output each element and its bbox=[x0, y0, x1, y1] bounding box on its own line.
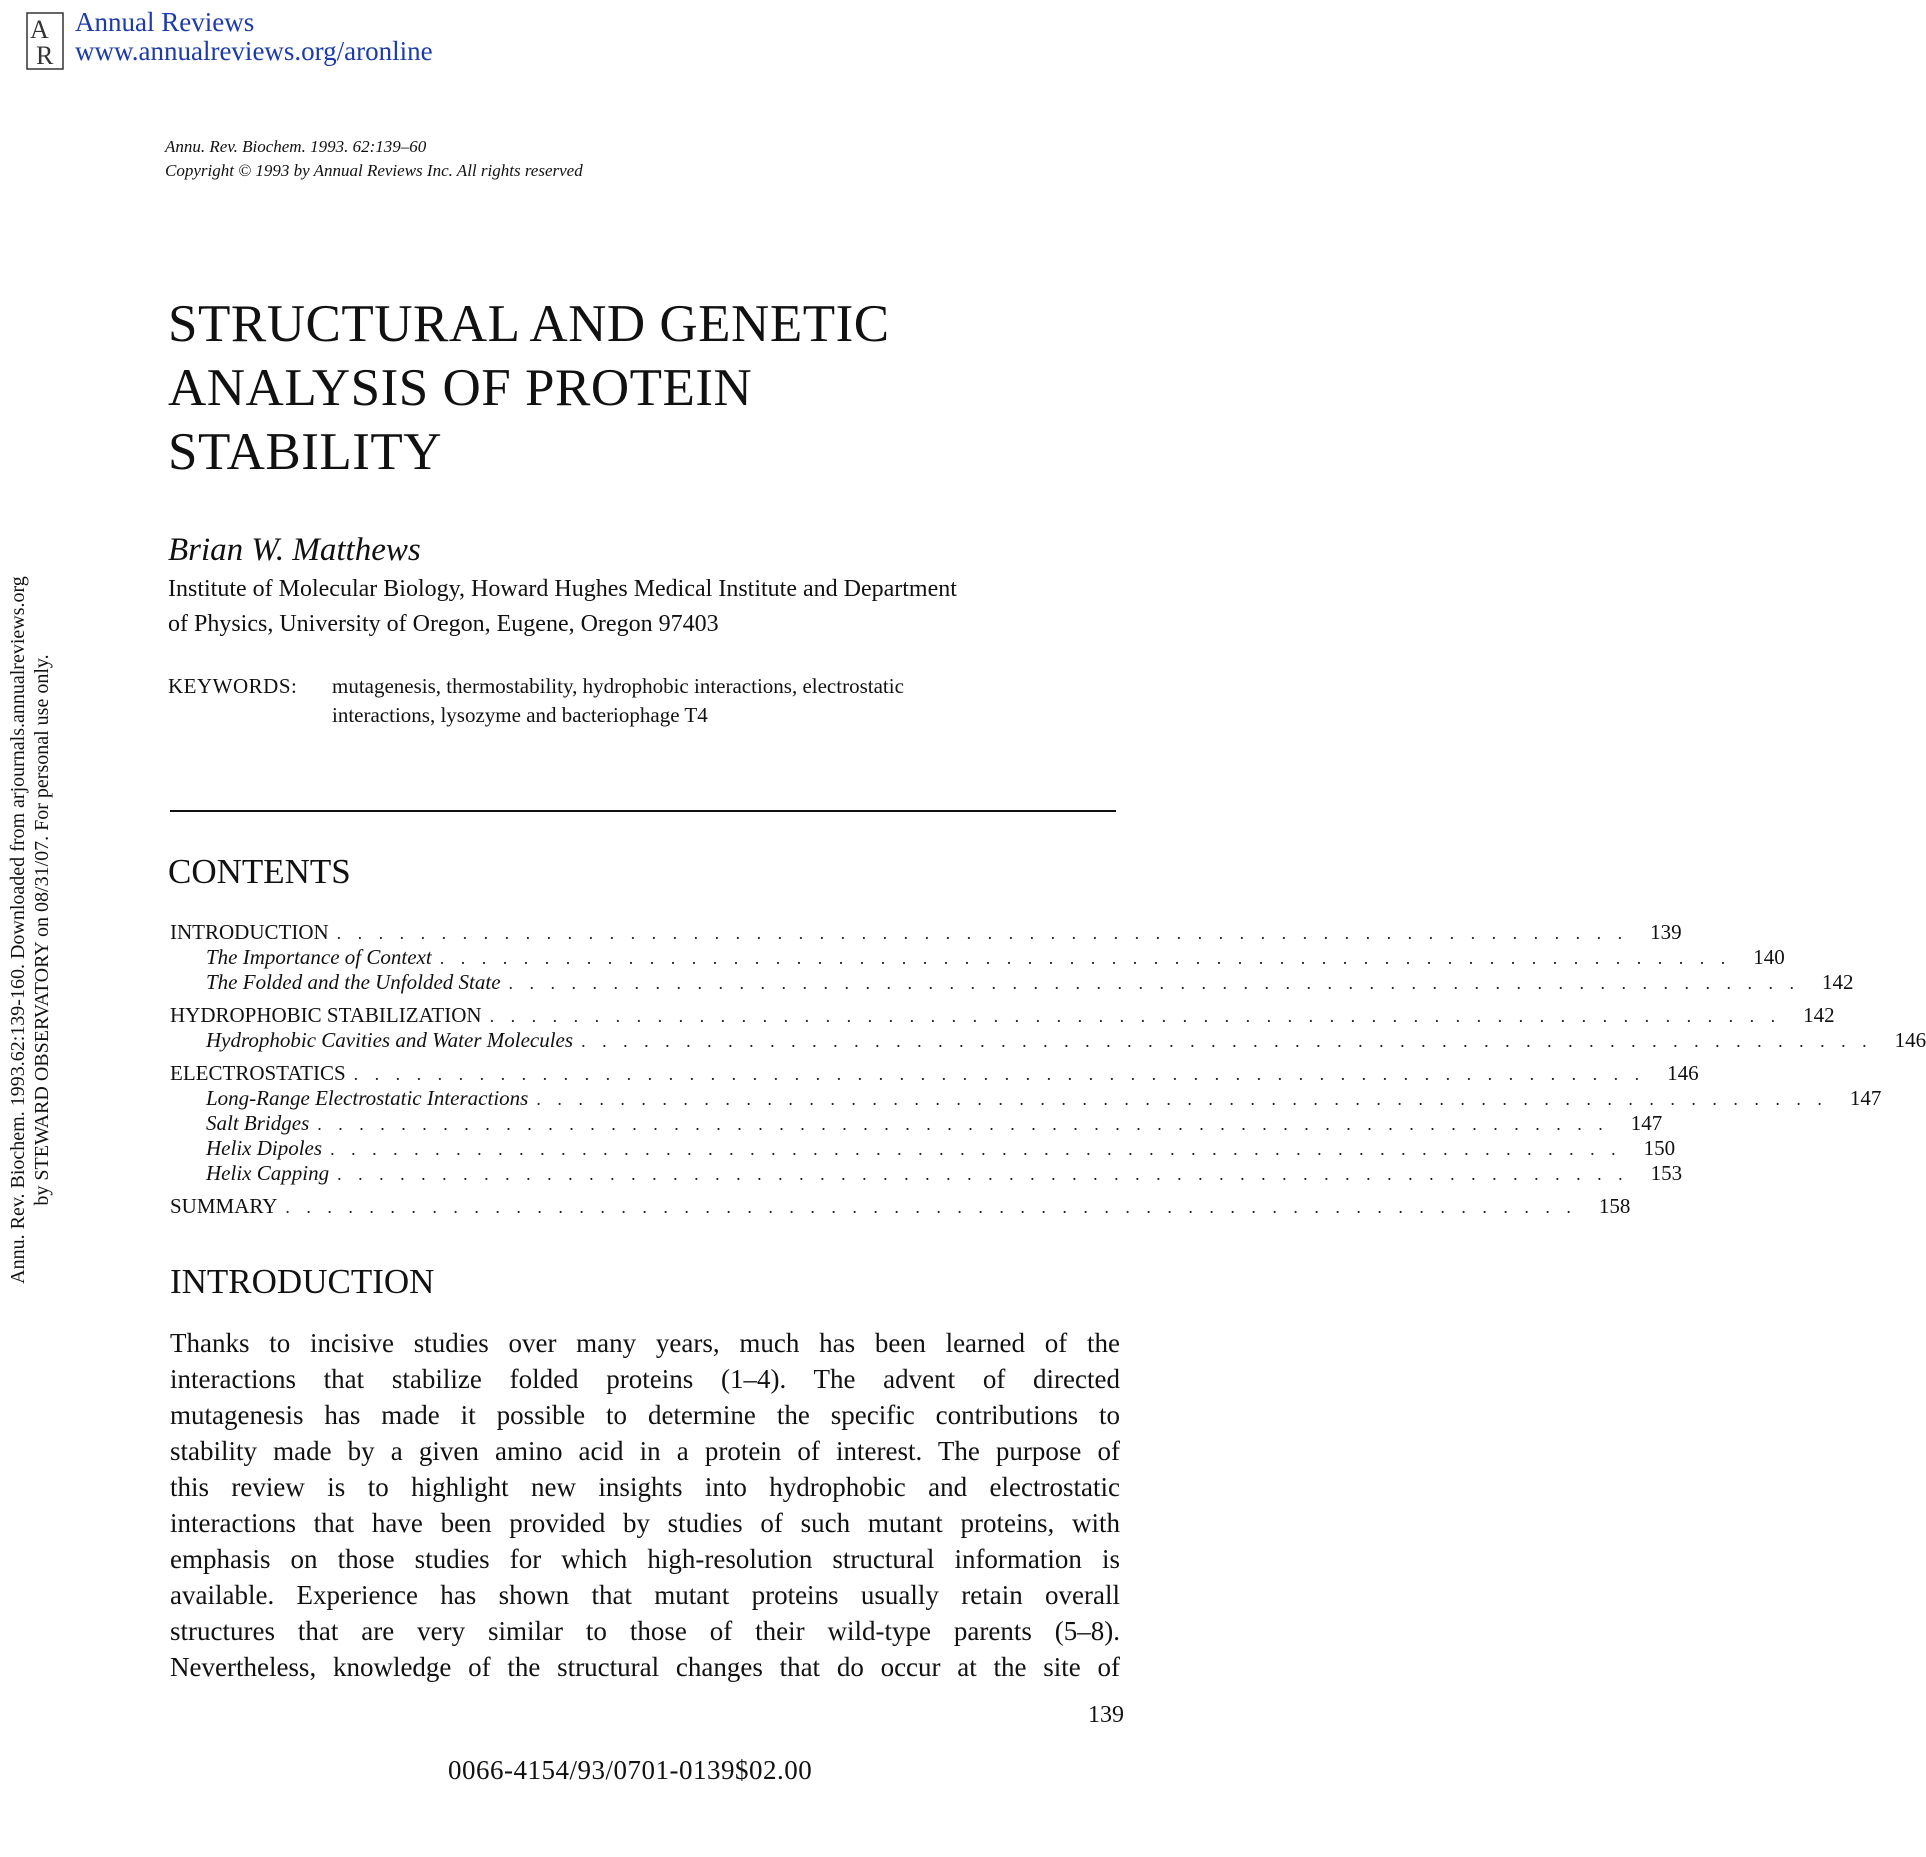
toc-page: 142 bbox=[1803, 1003, 1835, 1027]
toc-label: Helix Dipoles bbox=[206, 1136, 323, 1160]
toc-leader-dots: . . . . . . . . . . . . . . . . . . . . . . . . . . . . . . . . . . . . . . . . . . . . . . . . . . . . . . . . . . . . . . bbox=[285, 1197, 1577, 1217]
download-notice-line2: by STEWARD OBSERVATORY on 08/31/07. For personal use only. bbox=[31, 654, 53, 1206]
contents-heading: CONTENTS bbox=[168, 852, 351, 891]
author-name: Brian W. Matthews bbox=[168, 532, 421, 568]
copyright-line: Copyright © 1993 by Annual Reviews Inc. All rights reserved bbox=[165, 161, 583, 180]
citation-line1: Annu. Rev. Biochem. 1993. 62:139–60 bbox=[165, 137, 427, 156]
author-affiliation bbox=[168, 572, 1128, 642]
svg-text:R: R bbox=[36, 41, 54, 70]
toc-page: 139 bbox=[1650, 920, 1682, 944]
toc-leader-dots: . . . . . . . . . . . . . . . . . . . . . . . . . . . . . . . . . . . . . . . . . . . . . . . . . . . . . . . . . . . . . . bbox=[337, 1164, 1629, 1184]
keywords-line1: mutagenesis, thermostability, hydrophobic interactions, electrostatic bbox=[332, 674, 904, 698]
toc-page: 147 bbox=[1630, 1111, 1663, 1135]
toc-entry-hydrophobic-cavities[interactable] bbox=[170, 1028, 1926, 1053]
toc-page: 150 bbox=[1643, 1136, 1676, 1160]
toc-label: The Importance of Context bbox=[206, 945, 432, 969]
publisher-name: Annual Reviews bbox=[75, 7, 255, 37]
title-line3: STABILITY bbox=[168, 423, 443, 481]
toc-label: HYDROPHOBIC STABILIZATION bbox=[170, 1003, 482, 1027]
toc-label: ELECTROSTATICS bbox=[170, 1061, 346, 1085]
body-line: emphasis on those studies for which high-resolution structural information is bbox=[170, 1544, 1120, 1574]
toc-entry-folded-unfolded-state[interactable] bbox=[170, 970, 1854, 995]
affiliation-line1: Institute of Molecular Biology, Howard Hughes Medical Institute and Department bbox=[168, 576, 957, 602]
toc-page: 142 bbox=[1822, 970, 1854, 994]
body-line: mutagenesis has made it possible to determine the specific contributions to bbox=[170, 1400, 1120, 1430]
toc-page: 140 bbox=[1753, 945, 1785, 969]
toc-leader-dots: . . . . . . . . . . . . . . . . . . . . . . . . . . . . . . . . . . . . . . . . . . . . . . . . . . . . . . . . . . . . . . bbox=[489, 1006, 1782, 1026]
table-of-contents bbox=[170, 920, 1926, 1219]
toc-entry-summary[interactable] bbox=[170, 1194, 1631, 1219]
toc-entry-electrostatics[interactable] bbox=[170, 1061, 1699, 1086]
keywords-line2: interactions, lysozyme and bacteriophage T4 bbox=[332, 703, 708, 727]
publisher-url[interactable]: www.annualreviews.org/aronline bbox=[75, 36, 433, 66]
toc-label: Hydrophobic Cavities and Water Molecules bbox=[206, 1028, 574, 1052]
toc-leader-dots: . . . . . . . . . . . . . . . . . . . . . . . . . . . . . . . . . . . . . . . . . . . . . . . . . . . . . . . . . . . . . . bbox=[336, 923, 1629, 943]
toc-page: 158 bbox=[1598, 1194, 1631, 1218]
keywords-list bbox=[332, 672, 1122, 730]
introduction-body bbox=[170, 1325, 1120, 1685]
body-line: interactions that have been provided by studies of such mutant proteins, with bbox=[170, 1508, 1120, 1538]
body-line: interactions that stabilize folded proteins (1–4). The advent of directed bbox=[170, 1364, 1120, 1394]
toc-entry-hydrophobic-stabilization[interactable] bbox=[170, 1003, 1835, 1028]
toc-leader-dots: . . . . . . . . . . . . . . . . . . . . . . . . . . . . . . . . . . . . . . . . . . . . . . . . . . . . . . . . . . . . . . bbox=[439, 948, 1732, 968]
annual-reviews-logo-icon bbox=[26, 12, 64, 70]
toc-leader-dots: . . . . . . . . . . . . . . . . . . . . . . . . . . . . . . . . . . . . . . . . . . . . . . . . . . . . . . . . . . . . . . bbox=[508, 973, 1801, 993]
toc-label: Helix Capping bbox=[206, 1161, 330, 1185]
article-title bbox=[168, 292, 890, 484]
toc-entry-long-range-electrostatic[interactable] bbox=[170, 1086, 1882, 1111]
toc-label: Long-Range Electrostatic Interactions bbox=[206, 1086, 529, 1110]
introduction-heading: INTRODUCTION bbox=[170, 1262, 435, 1301]
download-notice bbox=[0, 490, 60, 1370]
toc-label: SUMMARY bbox=[170, 1194, 278, 1218]
body-line: stability made by a given amino acid in a protein of interest. The purpose of bbox=[170, 1436, 1120, 1466]
toc-entry-importance-of-context[interactable] bbox=[170, 945, 1785, 970]
body-line: structures that are very similar to those of their wild-type parents (5–8). bbox=[170, 1616, 1120, 1646]
toc-label: The Folded and the Unfolded State bbox=[206, 970, 501, 994]
issn-code: 0066-4154/93/0701-0139$02.00 bbox=[448, 1755, 813, 1785]
keywords-label: KEYWORDS: bbox=[168, 674, 298, 698]
citation bbox=[165, 135, 583, 183]
body-line: this review is to highlight new insights into hydrophobic and electrostatic bbox=[170, 1472, 1120, 1502]
toc-leader-dots: . . . . . . . . . . . . . . . . . . . . . . . . . . . . . . . . . . . . . . . . . . . . . . . . . . . . . . . . . . . . . . bbox=[317, 1114, 1609, 1134]
toc-entry-helix-dipoles[interactable] bbox=[170, 1136, 1676, 1161]
toc-entry-salt-bridges[interactable] bbox=[170, 1111, 1663, 1136]
toc-page: 147 bbox=[1849, 1086, 1882, 1110]
toc-leader-dots: . . . . . . . . . . . . . . . . . . . . . . . . . . . . . . . . . . . . . . . . . . . . . . . . . . . . . . . . . . . . . . bbox=[536, 1089, 1828, 1109]
toc-label: INTRODUCTION bbox=[170, 920, 329, 944]
download-notice-line1: Annu. Rev. Biochem. 1993.62:139-160. Downloaded from arjournals.annualreviews.org bbox=[7, 576, 29, 1284]
body-line: Nevertheless, knowledge of the structural changes that do occur at the site of bbox=[170, 1652, 1120, 1682]
toc-page: 146 bbox=[1894, 1028, 1926, 1052]
toc-page: 153 bbox=[1650, 1161, 1683, 1185]
svg-text:A: A bbox=[30, 15, 49, 44]
title-line1: STRUCTURAL AND GENETIC bbox=[168, 295, 890, 353]
publisher-link[interactable] bbox=[75, 8, 433, 66]
toc-page: 146 bbox=[1667, 1061, 1699, 1085]
toc-leader-dots: . . . . . . . . . . . . . . . . . . . . . . . . . . . . . . . . . . . . . . . . . . . . . . . . . . . . . . . . . . . . . . bbox=[330, 1139, 1622, 1159]
title-line2: ANALYSIS OF PROTEIN bbox=[168, 359, 753, 417]
toc-label: Salt Bridges bbox=[206, 1111, 310, 1135]
section-divider bbox=[170, 810, 1116, 812]
toc-leader-dots: . . . . . . . . . . . . . . . . . . . . . . . . . . . . . . . . . . . . . . . . . . . . . . . . . . . . . . . . . . . . . . bbox=[581, 1031, 1873, 1051]
body-line: available. Experience has shown that mutant proteins usually retain overall bbox=[170, 1580, 1120, 1610]
toc-entry-introduction[interactable] bbox=[170, 920, 1682, 945]
toc-leader-dots: . . . . . . . . . . . . . . . . . . . . . . . . . . . . . . . . . . . . . . . . . . . . . . . . . . . . . . . . . . . . . . bbox=[353, 1064, 1646, 1084]
toc-entry-helix-capping[interactable] bbox=[170, 1161, 1683, 1186]
page-number: 139 bbox=[1088, 1702, 1124, 1728]
body-line: Thanks to incisive studies over many years, much has been learned of the bbox=[170, 1328, 1120, 1358]
affiliation-line2: of Physics, University of Oregon, Eugene, Oregon 97403 bbox=[168, 611, 719, 637]
